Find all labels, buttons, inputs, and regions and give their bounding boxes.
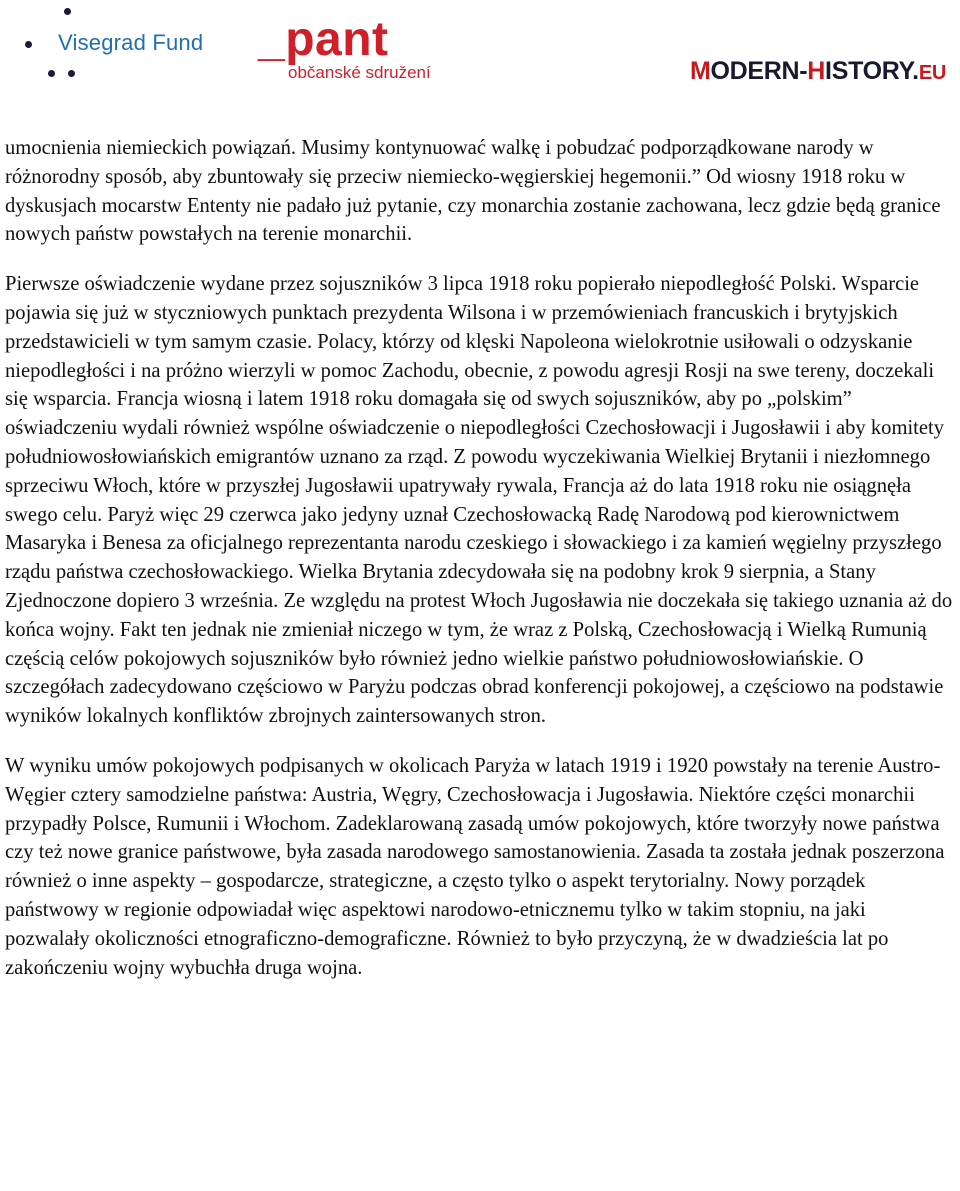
pant-logo: _pant — [258, 13, 389, 66]
dot-icon — [68, 70, 75, 77]
dot-icon — [48, 70, 55, 77]
paragraph: W wyniku umów pokojowych podpisanych w okolicach Paryża w latach 1919 i 1920 powstały na terenie Austro-Węgier cztery samodzielne państwa: Austria, Węgry, Czechosłowacja i Jugosławia. Niektóre części monarchii przypadły Polsce, Rumunii i Włochom. Zadeklarowaną zasadą umów pokojowych, które tworzyły nowe państwa czy też nowe granice państwowe, była zasada narodowego samostanowienia. Zasada ta została jednak poszerzona również o inne aspekty – gospodarcze, strategiczne, a często tylko o aspekt terytorialny. Nowy porządek państwowy w regionie odpowiadał więc aspektowi narodowo-etnicznemu tylko w takim stopniu, na jaki pozwalały okoliczności etnograficzno-demograficzne. Również to było przyczyną, że w dwadzieścia lat po zakończeniu wojny wybuchła druga wojna. — [5, 754, 945, 979]
pant-logo-subtitle: občanské sdružení — [288, 63, 431, 82]
modern-history-logo: MODERN-HISTORY.EU — [689, 57, 946, 85]
article-body — [5, 134, 955, 1003]
dot-icon — [25, 41, 32, 48]
dot-icon — [64, 8, 71, 15]
visegrad-fund-logo: Visegrad Fund — [58, 30, 204, 55]
paragraph: Pierwsze oświadczenie wydane przez sojuszników 3 lipca 1918 roku popierało niepodległość Polski. Wsparcie pojawia się już w styczniowych punktach prezydenta Wilsona i w przemówieniach francuskich i brytyjskich przedstawicieli w tym samym czasie. Polacy, którzy od klęski Napoleona wielokrotnie usiłowali o odzyskanie niepodległości i na próżno wierzyli w pomoc Zachodu, obecnie, z powodu agresji Rosji na swe tereny, doczekali się wsparcia. Francja wiosną i latem 1918 roku domagała się od swych sojuszników, aby po „polskim” oświadczeniu wydali również wspólne oświadczenie o niepodległości Czechosłowacji i Jugosławii i aby komitety południowosłowiańskich emigrantów uznano za rząd. Z powodu wyczekiwania Wielkiej Brytanii i niezłomnego sprzeciwu Włoch, które w przyszłej Jugosławii upatrywały rywala, Francja aż do lata 1918 roku nie osiągnęła swego celu. Paryż więc 29 czerwca jako jedyny uznał Czechosłowacką Radę Narodową pod kierownictwem Masaryka i Benesa za oficjalnego reprezentanta narodu czeskiego i słowackiego i za kamień węgielny przyszłego rządu państwa czechosłowackiego. Wielka Brytania zdecydowała się na podobny krok 9 sierpnia, a Stany Zjednoczone dopiero 3 września. Ze względu na protest Włoch Jugosławia nie doczekała się takiego uznania aż do końca wojny. Fakt ten jednak nie zmieniał niczego w tym, że wraz z Polską, Czechosłowacją i Wielką Rumunią częścią celów pokojowych sojuszników było również jedno wielkie państwo południowosłowiańskie. O szczegółach zadecydowano częściowo w Paryżu podczas obrad konferencji pokojowej, a częściowo na podstawie wyników lokalnych konfliktów zbrojnych zaintersowanych stron. — [5, 273, 953, 728]
page-header — [0, 0, 960, 100]
paragraph: umocnienia niemieckich powiązań. Musimy kontynuować walkę i pobudzać podporządkowane narody w różnorodny sposób, aby zbuntowały się przeciw niemiecko-węgierskiej hegemonii.” Od wiosny 1918 roku w dyskusjach mocarstw Ententy nie padało już pytanie, czy monarchia zostanie zachowana, lecz gdzie będą granice nowych państw powstałych na terenie monarchii. — [5, 137, 941, 246]
